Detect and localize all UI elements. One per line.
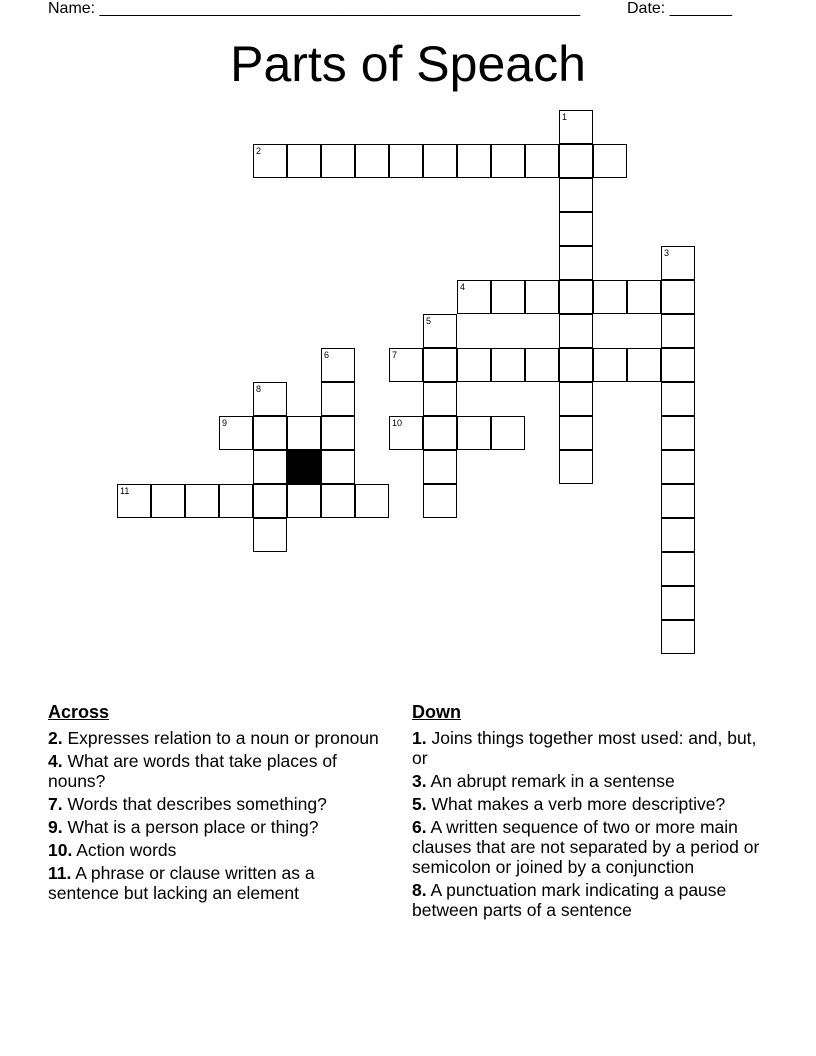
clue-number: 9. [48, 817, 63, 837]
across-heading: Across [48, 702, 110, 722]
clue-number: 4 [460, 282, 466, 292]
crossword-cell[interactable] [321, 484, 355, 518]
down-clues [412, 702, 772, 923]
crossword-cell[interactable] [321, 144, 355, 178]
clue-number: 2. [48, 728, 63, 748]
crossword-cell[interactable] [355, 484, 389, 518]
down-clue [412, 794, 772, 814]
crossword-cell[interactable] [661, 416, 695, 450]
crossword-cell[interactable] [661, 348, 695, 382]
date-field[interactable]: Date: _______ [627, 0, 732, 17]
crossword-cell[interactable] [627, 280, 661, 314]
crossword-cell[interactable] [491, 416, 525, 450]
across-clue [48, 863, 388, 903]
clue-text: What is a person place or thing? [67, 817, 319, 837]
crossword-cell[interactable] [423, 144, 457, 178]
crossword-cell[interactable] [559, 416, 593, 450]
crossword-cell[interactable] [559, 178, 593, 212]
crossword-cell[interactable] [661, 314, 695, 348]
crossword-cell[interactable] [457, 348, 491, 382]
clue-number: 3. [412, 771, 427, 791]
crossword-cell[interactable] [423, 484, 457, 518]
crossword-cell[interactable] [661, 280, 695, 314]
crossword-cell[interactable] [661, 586, 695, 620]
crossword-cell[interactable] [661, 620, 695, 654]
crossword-cell[interactable] [355, 144, 389, 178]
down-clue [412, 728, 772, 768]
crossword-cell[interactable] [491, 348, 525, 382]
clue-text: What are words that take places of nouns? [48, 751, 337, 791]
crossword-cell[interactable] [593, 348, 627, 382]
crossword-cell[interactable] [423, 416, 457, 450]
crossword-cell[interactable] [321, 416, 355, 450]
crossword-cell[interactable] [525, 144, 559, 178]
crossword-cell[interactable] [559, 144, 593, 178]
clue-number: 5 [426, 316, 432, 326]
crossword-cell[interactable] [457, 144, 491, 178]
clue-number: 10. [48, 840, 73, 860]
crossword-cell[interactable] [423, 314, 457, 348]
clue-number: 4. [48, 751, 63, 771]
across-clues [48, 702, 388, 906]
clue-number: 8 [256, 384, 262, 394]
crossword-cell[interactable] [253, 416, 287, 450]
crossword-cell[interactable] [185, 484, 219, 518]
crossword-cell[interactable] [661, 484, 695, 518]
across-clue [48, 817, 388, 837]
crossword-cell[interactable] [661, 382, 695, 416]
across-clue-list [48, 728, 388, 903]
crossword-cell[interactable] [151, 484, 185, 518]
crossword-cell[interactable] [525, 280, 559, 314]
crossword-cell[interactable] [627, 348, 661, 382]
crossword-cell[interactable] [559, 212, 593, 246]
crossword-cell[interactable] [219, 484, 253, 518]
crossword-cell[interactable] [389, 416, 423, 450]
clue-text: Joins things together most used: and, but, or [412, 728, 757, 768]
crossword-cell[interactable] [253, 382, 287, 416]
crossword-cell[interactable] [321, 348, 355, 382]
clue-number: 3 [664, 248, 670, 258]
clue-number: 9 [222, 418, 228, 428]
clue-number: 7 [392, 350, 398, 360]
crossword-cell[interactable] [559, 110, 593, 144]
crossword-cell[interactable] [559, 450, 593, 484]
crossword-cell[interactable] [287, 416, 321, 450]
crossword-cell[interactable] [661, 450, 695, 484]
clue-text: Words that describes something? [67, 794, 327, 814]
crossword-cell[interactable] [525, 348, 559, 382]
down-clue [412, 771, 772, 791]
across-clue [48, 751, 388, 791]
crossword-cell[interactable] [321, 450, 355, 484]
clue-number: 2 [256, 146, 262, 156]
crossword-cell[interactable] [253, 484, 287, 518]
crossword-cell[interactable] [389, 144, 423, 178]
crossword-cell[interactable] [423, 348, 457, 382]
crossword-cell[interactable] [219, 416, 253, 450]
crossword-cell[interactable] [287, 144, 321, 178]
clue-number: 10 [392, 418, 403, 428]
crossword-cell[interactable] [253, 144, 287, 178]
clue-number: 5. [412, 794, 427, 814]
crossword-cell[interactable] [559, 382, 593, 416]
across-clue [48, 840, 388, 860]
crossword-cell[interactable] [559, 280, 593, 314]
clue-text: A written sequence of two or more main clauses that are not separated by a period or semicolon or joined by a conjunction [412, 817, 760, 877]
down-clue [412, 817, 772, 877]
crossword-cell[interactable] [593, 280, 627, 314]
crossword-cell[interactable] [457, 416, 491, 450]
crossword-cell[interactable] [661, 518, 695, 552]
clue-number: 1 [562, 112, 568, 122]
crossword-cell[interactable] [661, 552, 695, 586]
clue-number: 11 [120, 486, 130, 496]
crossword-cell[interactable] [559, 348, 593, 382]
clue-text: Expresses relation to a noun or pronoun [67, 728, 379, 748]
crossword-cell[interactable] [253, 450, 287, 484]
crossword-cell[interactable] [491, 144, 525, 178]
down-heading: Down [412, 702, 461, 722]
clue-text: A punctuation mark indicating a pause between parts of a sentence [412, 880, 727, 920]
crossword-cell[interactable] [559, 314, 593, 348]
clue-number: 8. [412, 880, 427, 900]
across-clue [48, 728, 388, 748]
crossword-cell[interactable] [491, 280, 525, 314]
crossword-cell[interactable] [389, 348, 423, 382]
clue-number: 11. [48, 863, 72, 883]
clue-text: What makes a verb more descriptive? [431, 794, 726, 814]
crossword-cell[interactable] [287, 484, 321, 518]
page-title: Parts of Speach [230, 36, 586, 92]
clue-number: 6 [324, 350, 330, 360]
name-field[interactable]: Name: ______________________________________________________ [48, 0, 581, 17]
crossword-cell[interactable] [117, 484, 151, 518]
clue-number: 1. [412, 728, 427, 748]
clue-text: A phrase or clause written as a sentence but lacking an element [48, 863, 315, 903]
crossword-cell[interactable] [457, 280, 491, 314]
clue-number: 7. [48, 794, 63, 814]
crossword-cell[interactable] [321, 382, 355, 416]
clue-number: 6. [412, 817, 427, 837]
crossword-cell[interactable] [593, 144, 627, 178]
crossword-cell[interactable] [423, 382, 457, 416]
black-cell [287, 450, 321, 484]
across-clue [48, 794, 388, 814]
down-clue [412, 880, 772, 920]
clue-text: An abrupt remark in a sentense [430, 771, 675, 791]
clue-text: Action words [76, 840, 177, 860]
crossword-cell[interactable] [559, 246, 593, 280]
crossword-cell[interactable] [423, 450, 457, 484]
crossword-cell[interactable] [253, 518, 287, 552]
down-clue-list [412, 728, 772, 920]
crossword-cell[interactable] [661, 246, 695, 280]
